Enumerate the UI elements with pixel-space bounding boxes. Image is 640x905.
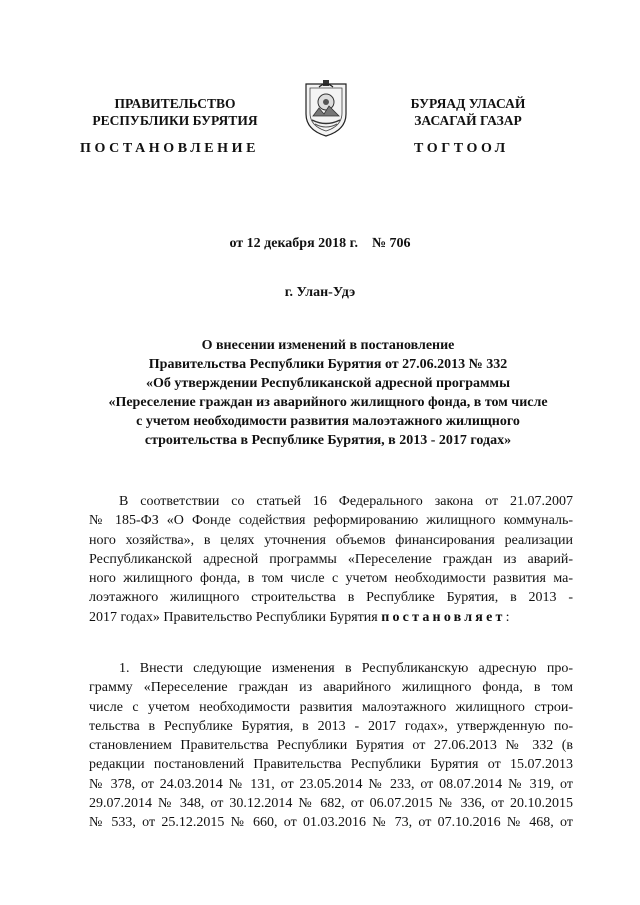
text-line: 29.07.2014 № 348, от 30.12.2014 № 682, от 06.07.2015 № 336, от 20.10.2015 bbox=[89, 796, 573, 812]
title-line: с учетом необходимости развития малоэтажного жилищного bbox=[136, 414, 520, 429]
doctype-buryat: ТОГТООЛ bbox=[414, 141, 509, 156]
government-name-line2: РЕСПУБЛИКИ БУРЯТИЯ bbox=[92, 113, 258, 128]
government-name-russian bbox=[80, 95, 270, 129]
government-name-buryat-line1: БУРЯАД УЛАСАЙ bbox=[410, 96, 526, 111]
buryatia-coat-of-arms-icon bbox=[303, 80, 349, 138]
text-line-final bbox=[89, 608, 573, 627]
title-line: «Об утверждении Республиканской адресной программы bbox=[145, 376, 511, 391]
resolves-word: постановляет bbox=[381, 609, 506, 625]
text-line: лоэтажного жилищного строительства в Республике Бурятия, в 2013 - bbox=[89, 590, 573, 606]
text-line: числе с учетом необходимости развития малоэтажного жилищного строи- bbox=[89, 699, 573, 715]
text-line: В соответствии со статьей 16 Федерального закона от 21.07.2007 bbox=[119, 494, 573, 509]
text-line: Республиканской адресной программы «Переселение граждан из аварий- bbox=[89, 551, 573, 567]
government-name-buryat-line2: ЗАСАГАЙ ГАЗАР bbox=[414, 113, 522, 128]
text-line: становлением Правительства Республики Бурятия от 27.06.2013 № 332 (в bbox=[89, 738, 573, 754]
text-line: № 533, от 25.12.2015 № 660, от 01.03.2016 № 73, от 07.10.2016 № 468, от bbox=[89, 815, 573, 831]
decree-city: г. Улан-Удэ bbox=[284, 285, 356, 300]
text-line: ного хозяйства», в целях уточнения объемов финансирования реализации bbox=[89, 532, 573, 548]
title-line: «Переселение граждан из аварийного жилищного фонда, в том числе bbox=[108, 395, 548, 410]
government-name-line1: ПРАВИТЕЛЬСТВО bbox=[114, 96, 236, 111]
text-fragment: 2017 годах» Правительство Республики Бурятия bbox=[89, 609, 382, 625]
text-line: ного жилищного фонда, в том числе с учетом необходимости развития ма- bbox=[89, 571, 573, 587]
text-line: тельства в Республике Бурятия, в 2013 - 2017 годах», утвержденную по- bbox=[89, 718, 573, 734]
doctype-russian: ПОСТАНОВЛЕНИЕ bbox=[80, 141, 260, 156]
text-line: № 378, от 24.03.2014 № 131, от 23.05.2014 № 233, от 08.07.2014 № 319, от bbox=[89, 776, 573, 792]
paragraph-item-1 bbox=[89, 659, 573, 833]
decree-title bbox=[90, 336, 566, 450]
text-line: грамму «Переселение граждан из аварийного жилищного фонда, в том bbox=[89, 680, 573, 696]
title-line: О внесении изменений в постановление bbox=[201, 338, 455, 353]
text-line: 1. Внести следующие изменения в Республиканскую адресную про- bbox=[119, 661, 573, 676]
title-line: Правительства Республики Бурятия от 27.06.2013 № 332 bbox=[148, 357, 508, 372]
title-line: строительства в Республике Бурятия, в 2013 - 2017 годах» bbox=[144, 433, 512, 448]
text-line: № 185-ФЗ «О Фонде содействия реформированию жилищного коммуналь- bbox=[89, 513, 573, 529]
text-line: редакции постановлений Правительства Республики Бурятия от 15.07.2013 bbox=[89, 757, 573, 773]
text-fragment-end: : bbox=[505, 609, 510, 625]
decree-date-number: от 12 декабря 2018 г. № 706 bbox=[229, 236, 411, 251]
paragraph-preamble bbox=[89, 492, 573, 627]
government-name-buryat bbox=[383, 95, 553, 129]
